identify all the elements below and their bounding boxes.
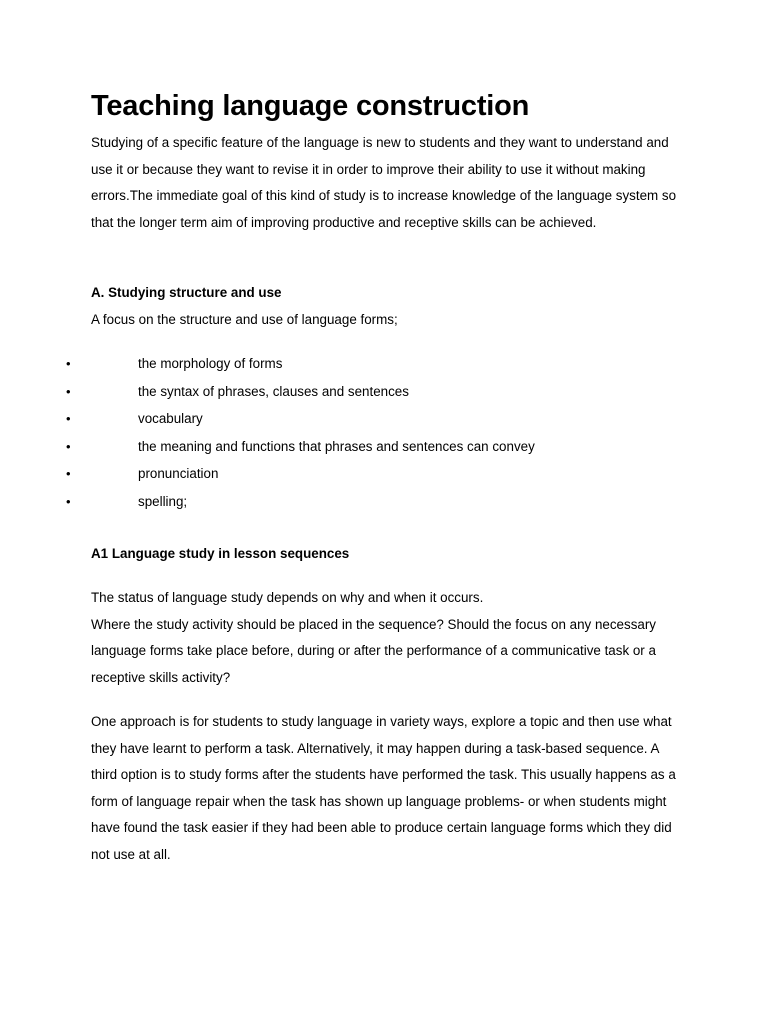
list-item <box>0 460 768 488</box>
bullet-icon: • <box>66 411 71 427</box>
list-item-text: the meaning and functions that phrases and sentences can convey <box>138 438 535 454</box>
intro-paragraph: Studying of a specific feature of the language is new to students and they want to understand and use it or because they want to revise it in order to improve their ability to use it without making errors.The immediate goal of this kind of study is to increase knowledge of the language system so that the longer term aim of improving productive and receptive skills can be achieved. <box>91 135 677 230</box>
list-item-text: the morphology of forms <box>138 356 283 371</box>
paragraph-first-line: The status of language study depends on why and when it occurs. <box>91 590 484 605</box>
list-item <box>0 350 768 378</box>
list-item-text: vocabulary <box>138 411 203 427</box>
bullet-icon: • <box>66 493 71 509</box>
page-title: Teaching language construction <box>91 90 530 122</box>
list-item-text: the syntax of phrases, clauses and sentences <box>138 383 409 399</box>
section-a-lead: A focus on the structure and use of language forms; <box>91 312 398 327</box>
list-item-text: pronunciation <box>138 466 219 482</box>
list-item <box>0 378 768 406</box>
section-a1-heading: A1 Language study in lesson sequences <box>91 546 350 561</box>
bullet-icon: • <box>66 383 71 399</box>
bullet-icon: • <box>66 438 71 454</box>
list-item <box>0 488 768 516</box>
bullet-icon: • <box>66 356 71 371</box>
bullet-icon: • <box>66 466 71 482</box>
section-a-heading: A. Studying structure and use <box>91 285 282 300</box>
list-item <box>0 405 768 433</box>
paragraph-continuation: Where the study activity should be placed in the sequence? Should the focus on any necessary language forms take place before, during or after the performance of a communicative task or a receptive skills activity? <box>91 616 656 685</box>
list-item-text: spelling; <box>138 493 188 509</box>
section-a1-paragraph-1 <box>91 585 681 691</box>
section-a1-paragraph-2: One approach is for students to study language in variety ways, explore a topic and then use what they have learnt to perform a task. Alternatively, it may happen during a task-based sequence. A third option is to study forms after the students have performed the task. This usually happens as a form of language repair when the task has shown up language problems- or when students might have found the task easier if they had been able to produce certain language forms which they did not use at all. <box>91 714 676 862</box>
list-item <box>0 433 768 461</box>
forms-bullet-list <box>0 350 768 516</box>
